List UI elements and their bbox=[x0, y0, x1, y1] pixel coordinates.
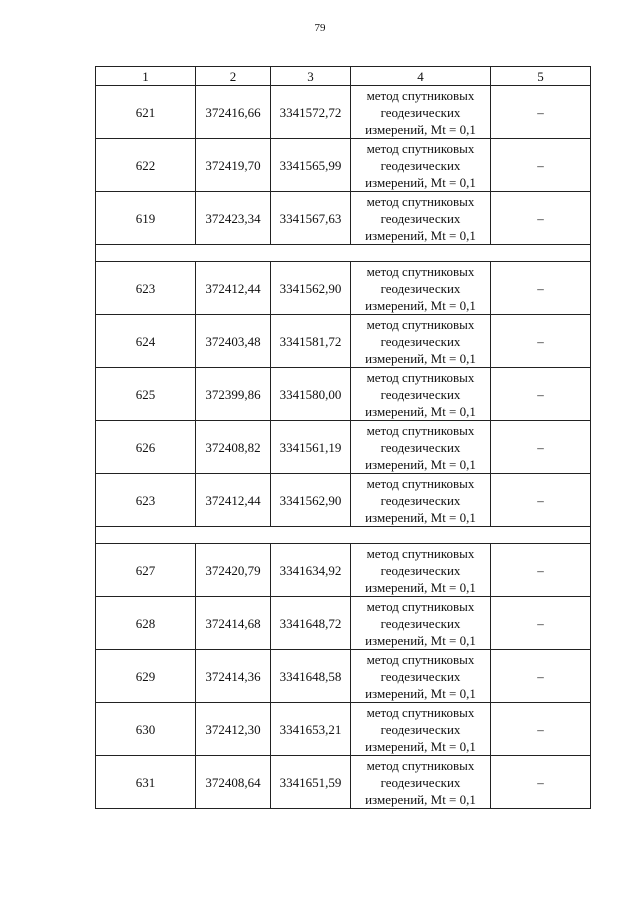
x-coordinate-cell: 372419,70 bbox=[196, 139, 271, 192]
method-line: измерений, Mt = 0,1 bbox=[365, 791, 476, 807]
method-line: измерений, Mt = 0,1 bbox=[365, 297, 476, 313]
method-cell bbox=[351, 703, 491, 756]
method-line: метод спутниковых bbox=[366, 316, 475, 332]
table-body bbox=[96, 67, 591, 809]
note-cell: – bbox=[491, 474, 591, 527]
method-line: измерений, Mt = 0,1 bbox=[365, 121, 476, 137]
x-coordinate-cell: 372412,44 bbox=[196, 474, 271, 527]
method-cell bbox=[351, 544, 491, 597]
table-row bbox=[96, 544, 591, 597]
point-number-cell: 631 bbox=[96, 756, 196, 809]
method-cell bbox=[351, 192, 491, 245]
y-coordinate-cell: 3341572,72 bbox=[271, 86, 351, 139]
method-line: измерений, Mt = 0,1 bbox=[365, 685, 476, 701]
method-line: геодезических bbox=[380, 157, 461, 173]
method-cell bbox=[351, 421, 491, 474]
method-line: метод спутниковых bbox=[366, 263, 475, 279]
x-coordinate-cell: 372412,44 bbox=[196, 262, 271, 315]
method-line: геодезических bbox=[380, 562, 461, 578]
y-coordinate-cell: 3341634,92 bbox=[271, 544, 351, 597]
x-coordinate-cell: 372408,64 bbox=[196, 756, 271, 809]
note-cell: – bbox=[491, 703, 591, 756]
method-line: метод спутниковых bbox=[366, 598, 475, 614]
page-number: 79 bbox=[314, 22, 326, 34]
method-cell bbox=[351, 86, 491, 139]
point-number-cell: 623 bbox=[96, 474, 196, 527]
x-coordinate-cell: 372414,36 bbox=[196, 650, 271, 703]
point-number-cell: 622 bbox=[96, 139, 196, 192]
method-line: измерений, Mt = 0,1 bbox=[365, 350, 476, 366]
method-line: геодезических bbox=[380, 386, 461, 402]
note-cell: – bbox=[491, 315, 591, 368]
point-number-cell: 630 bbox=[96, 703, 196, 756]
point-number-cell: 628 bbox=[96, 597, 196, 650]
method-line: измерений, Mt = 0,1 bbox=[365, 509, 476, 525]
method-line: геодезических bbox=[380, 333, 461, 349]
column-header: 3 bbox=[271, 67, 351, 86]
y-coordinate-cell: 3341648,72 bbox=[271, 597, 351, 650]
y-coordinate-cell: 3341567,63 bbox=[271, 192, 351, 245]
x-coordinate-cell: 372416,66 bbox=[196, 86, 271, 139]
method-line: геодезических bbox=[380, 668, 461, 684]
method-cell bbox=[351, 756, 491, 809]
spacer-row bbox=[96, 245, 591, 262]
y-coordinate-cell: 3341653,21 bbox=[271, 703, 351, 756]
y-coordinate-cell: 3341581,72 bbox=[271, 315, 351, 368]
table-row bbox=[96, 650, 591, 703]
y-coordinate-cell: 3341562,90 bbox=[271, 262, 351, 315]
x-coordinate-cell: 372399,86 bbox=[196, 368, 271, 421]
y-coordinate-cell: 3341648,58 bbox=[271, 650, 351, 703]
method-line: измерений, Mt = 0,1 bbox=[365, 579, 476, 595]
method-line: геодезических bbox=[380, 210, 461, 226]
table-row bbox=[96, 315, 591, 368]
method-line: метод спутниковых bbox=[366, 475, 475, 491]
method-line: метод спутниковых bbox=[366, 422, 475, 438]
spacer-row bbox=[96, 527, 591, 544]
note-cell: – bbox=[491, 262, 591, 315]
table-row bbox=[96, 86, 591, 139]
column-header: 1 bbox=[96, 67, 196, 86]
note-cell: – bbox=[491, 86, 591, 139]
table-row bbox=[96, 703, 591, 756]
point-number-cell: 621 bbox=[96, 86, 196, 139]
note-cell: – bbox=[491, 368, 591, 421]
method-line: измерений, Mt = 0,1 bbox=[365, 227, 476, 243]
method-line: метод спутниковых bbox=[366, 651, 475, 667]
note-cell: – bbox=[491, 192, 591, 245]
spacer-cell bbox=[96, 527, 591, 544]
note-cell: – bbox=[491, 139, 591, 192]
column-header: 5 bbox=[491, 67, 591, 86]
table-row bbox=[96, 474, 591, 527]
method-line: метод спутниковых bbox=[366, 704, 475, 720]
method-cell bbox=[351, 650, 491, 703]
table-row bbox=[96, 368, 591, 421]
x-coordinate-cell: 372403,48 bbox=[196, 315, 271, 368]
method-cell bbox=[351, 368, 491, 421]
point-number-cell: 625 bbox=[96, 368, 196, 421]
method-line: геодезических bbox=[380, 439, 461, 455]
column-header: 4 bbox=[351, 67, 491, 86]
table-row bbox=[96, 597, 591, 650]
method-line: геодезических bbox=[380, 104, 461, 120]
method-line: геодезических bbox=[380, 721, 461, 737]
method-cell bbox=[351, 262, 491, 315]
x-coordinate-cell: 372412,30 bbox=[196, 703, 271, 756]
method-line: геодезических bbox=[380, 280, 461, 296]
method-line: измерений, Mt = 0,1 bbox=[365, 632, 476, 648]
method-cell bbox=[351, 139, 491, 192]
y-coordinate-cell: 3341651,59 bbox=[271, 756, 351, 809]
table-row bbox=[96, 192, 591, 245]
method-line: метод спутниковых bbox=[366, 757, 475, 773]
y-coordinate-cell: 3341561,19 bbox=[271, 421, 351, 474]
point-number-cell: 624 bbox=[96, 315, 196, 368]
point-number-cell: 629 bbox=[96, 650, 196, 703]
coordinates-table bbox=[95, 66, 591, 809]
note-cell: – bbox=[491, 421, 591, 474]
point-number-cell: 627 bbox=[96, 544, 196, 597]
method-line: метод спутниковых bbox=[366, 545, 475, 561]
method-cell bbox=[351, 597, 491, 650]
method-line: метод спутниковых bbox=[366, 369, 475, 385]
x-coordinate-cell: 372414,68 bbox=[196, 597, 271, 650]
method-cell bbox=[351, 474, 491, 527]
note-cell: – bbox=[491, 597, 591, 650]
method-line: измерений, Mt = 0,1 bbox=[365, 174, 476, 190]
method-cell bbox=[351, 315, 491, 368]
x-coordinate-cell: 372423,34 bbox=[196, 192, 271, 245]
method-line: измерений, Mt = 0,1 bbox=[365, 738, 476, 754]
point-number-cell: 623 bbox=[96, 262, 196, 315]
point-number-cell: 619 bbox=[96, 192, 196, 245]
x-coordinate-cell: 372408,82 bbox=[196, 421, 271, 474]
header-row bbox=[96, 67, 591, 86]
method-line: метод спутниковых bbox=[366, 87, 475, 103]
method-line: метод спутниковых bbox=[366, 140, 475, 156]
method-line: геодезических bbox=[380, 615, 461, 631]
method-line: геодезических bbox=[380, 774, 461, 790]
y-coordinate-cell: 3341565,99 bbox=[271, 139, 351, 192]
note-cell: – bbox=[491, 544, 591, 597]
method-line: измерений, Mt = 0,1 bbox=[365, 456, 476, 472]
method-line: измерений, Mt = 0,1 bbox=[365, 403, 476, 419]
note-cell: – bbox=[491, 650, 591, 703]
table-row bbox=[96, 139, 591, 192]
y-coordinate-cell: 3341562,90 bbox=[271, 474, 351, 527]
y-coordinate-cell: 3341580,00 bbox=[271, 368, 351, 421]
method-line: метод спутниковых bbox=[366, 193, 475, 209]
note-cell: – bbox=[491, 756, 591, 809]
table-row bbox=[96, 421, 591, 474]
table-row bbox=[96, 262, 591, 315]
method-line: геодезических bbox=[380, 492, 461, 508]
column-header: 2 bbox=[196, 67, 271, 86]
x-coordinate-cell: 372420,79 bbox=[196, 544, 271, 597]
table-row bbox=[96, 756, 591, 809]
point-number-cell: 626 bbox=[96, 421, 196, 474]
spacer-cell bbox=[96, 245, 591, 262]
